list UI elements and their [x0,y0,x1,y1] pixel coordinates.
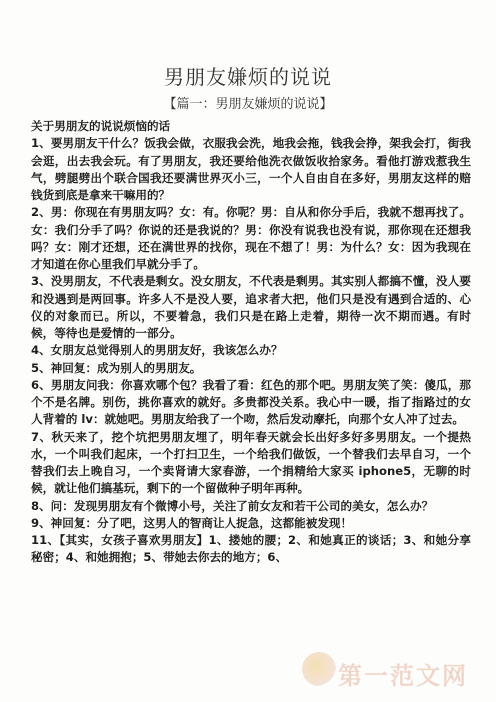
paragraph-1: 1、要男朋友干什么？饭我会做，衣服我会洗，地我会拖，钱我会挣，架我会打，街我会逛，出去我会玩。有了男朋友，我还要给他洗衣做饭收拾家务。看他打游戏惹我生气，劈腿劈出个联合国我还要满世界灭小三，一个人自由自在多好，男朋友这样的赔钱货到底是拿来干嘛用的？ [31,136,471,202]
paragraph-9: 9、神回复：分了吧，这男人的智商让人捉急，这都能被发现！ [31,515,353,530]
document-body [31,118,471,567]
paragraph-7: 7、秋天来了，挖个坑把男朋友埋了，明年春天就会长出好多好多男朋友。一个提热水，一个叫我们起床，一个打扫卫生，一个给我们做饭，一个替我们去早自习，一个替我们去上晚自习，一个卖肾请大家春游，一个捐精给大家买 iphone5，无聊的时候，就让他们搞基玩，剩下的一个留做种子明年再种。 [31,429,471,496]
watermark-text: 第一范文网 [338,661,468,690]
paragraph-11: 11、【其实，女孩子喜欢男朋友】1、搂她的腰；2、和她真正的谈话；3、和她分享秘密；4、和她拥抱；5、带她去你去的地方；6、 [31,533,471,565]
logo-seal-icon [302,652,336,686]
paragraph-8: 8、问：发现男朋友有个微博小号，关注了前女友和若干公司的美女，怎么办？ [31,498,434,513]
paragraph-2: 2、男：你现在有男朋友吗？女：有。你呢？男：自从和你分手后，我就不想再找了。女：我们分手了吗？你说的还是我说的？男：你没有说我也没有说，那你现在还想我吗？女：刚才还想，还在满世界的找你，现在不想了！男：为什么？女：因为我现在才知道在你心里我们早就分手了。 [31,205,471,271]
paragraph-5: 5、神回复：成为别人的男朋友。 [31,360,202,375]
paragraph-6: 6、男朋友问我：你喜欢哪个包？我看了看：红色的那个吧。男朋友笑了笑：傻瓜，那个不是名牌。别伤，挑你喜欢的就好。多贵都没关系。我心中一暖，指了指路过的女人背着的 lv：就她吧。男朋友给我了一个吻，然后发动摩托，向那个女人冲了过去。 [31,377,471,427]
section-heading: 关于男朋友的说说烦恼的话 [31,119,171,133]
paragraph-3: 3、没男朋友，不代表是剩女。没女朋友，不代表是剩男。其实别人都搞不懂，没人要和没遇到是两回事。许多人不是没人要，追求者大把，他们只是没有遇到合适的、心仪的对象而已。所以，不要着急，我们只是在路上走着，期待一次不期而遇。有时候，等待也是爱情的一部分。 [31,274,471,340]
paragraph-4: 4、女朋友总觉得别人的男朋友好，我该怎么办？ [31,343,283,358]
watermark [298,646,488,692]
page-title: 男朋友嫌烦的说说 [164,65,332,89]
page-subtitle: 【篇一：男朋友嫌烦的说说】 [163,97,333,112]
